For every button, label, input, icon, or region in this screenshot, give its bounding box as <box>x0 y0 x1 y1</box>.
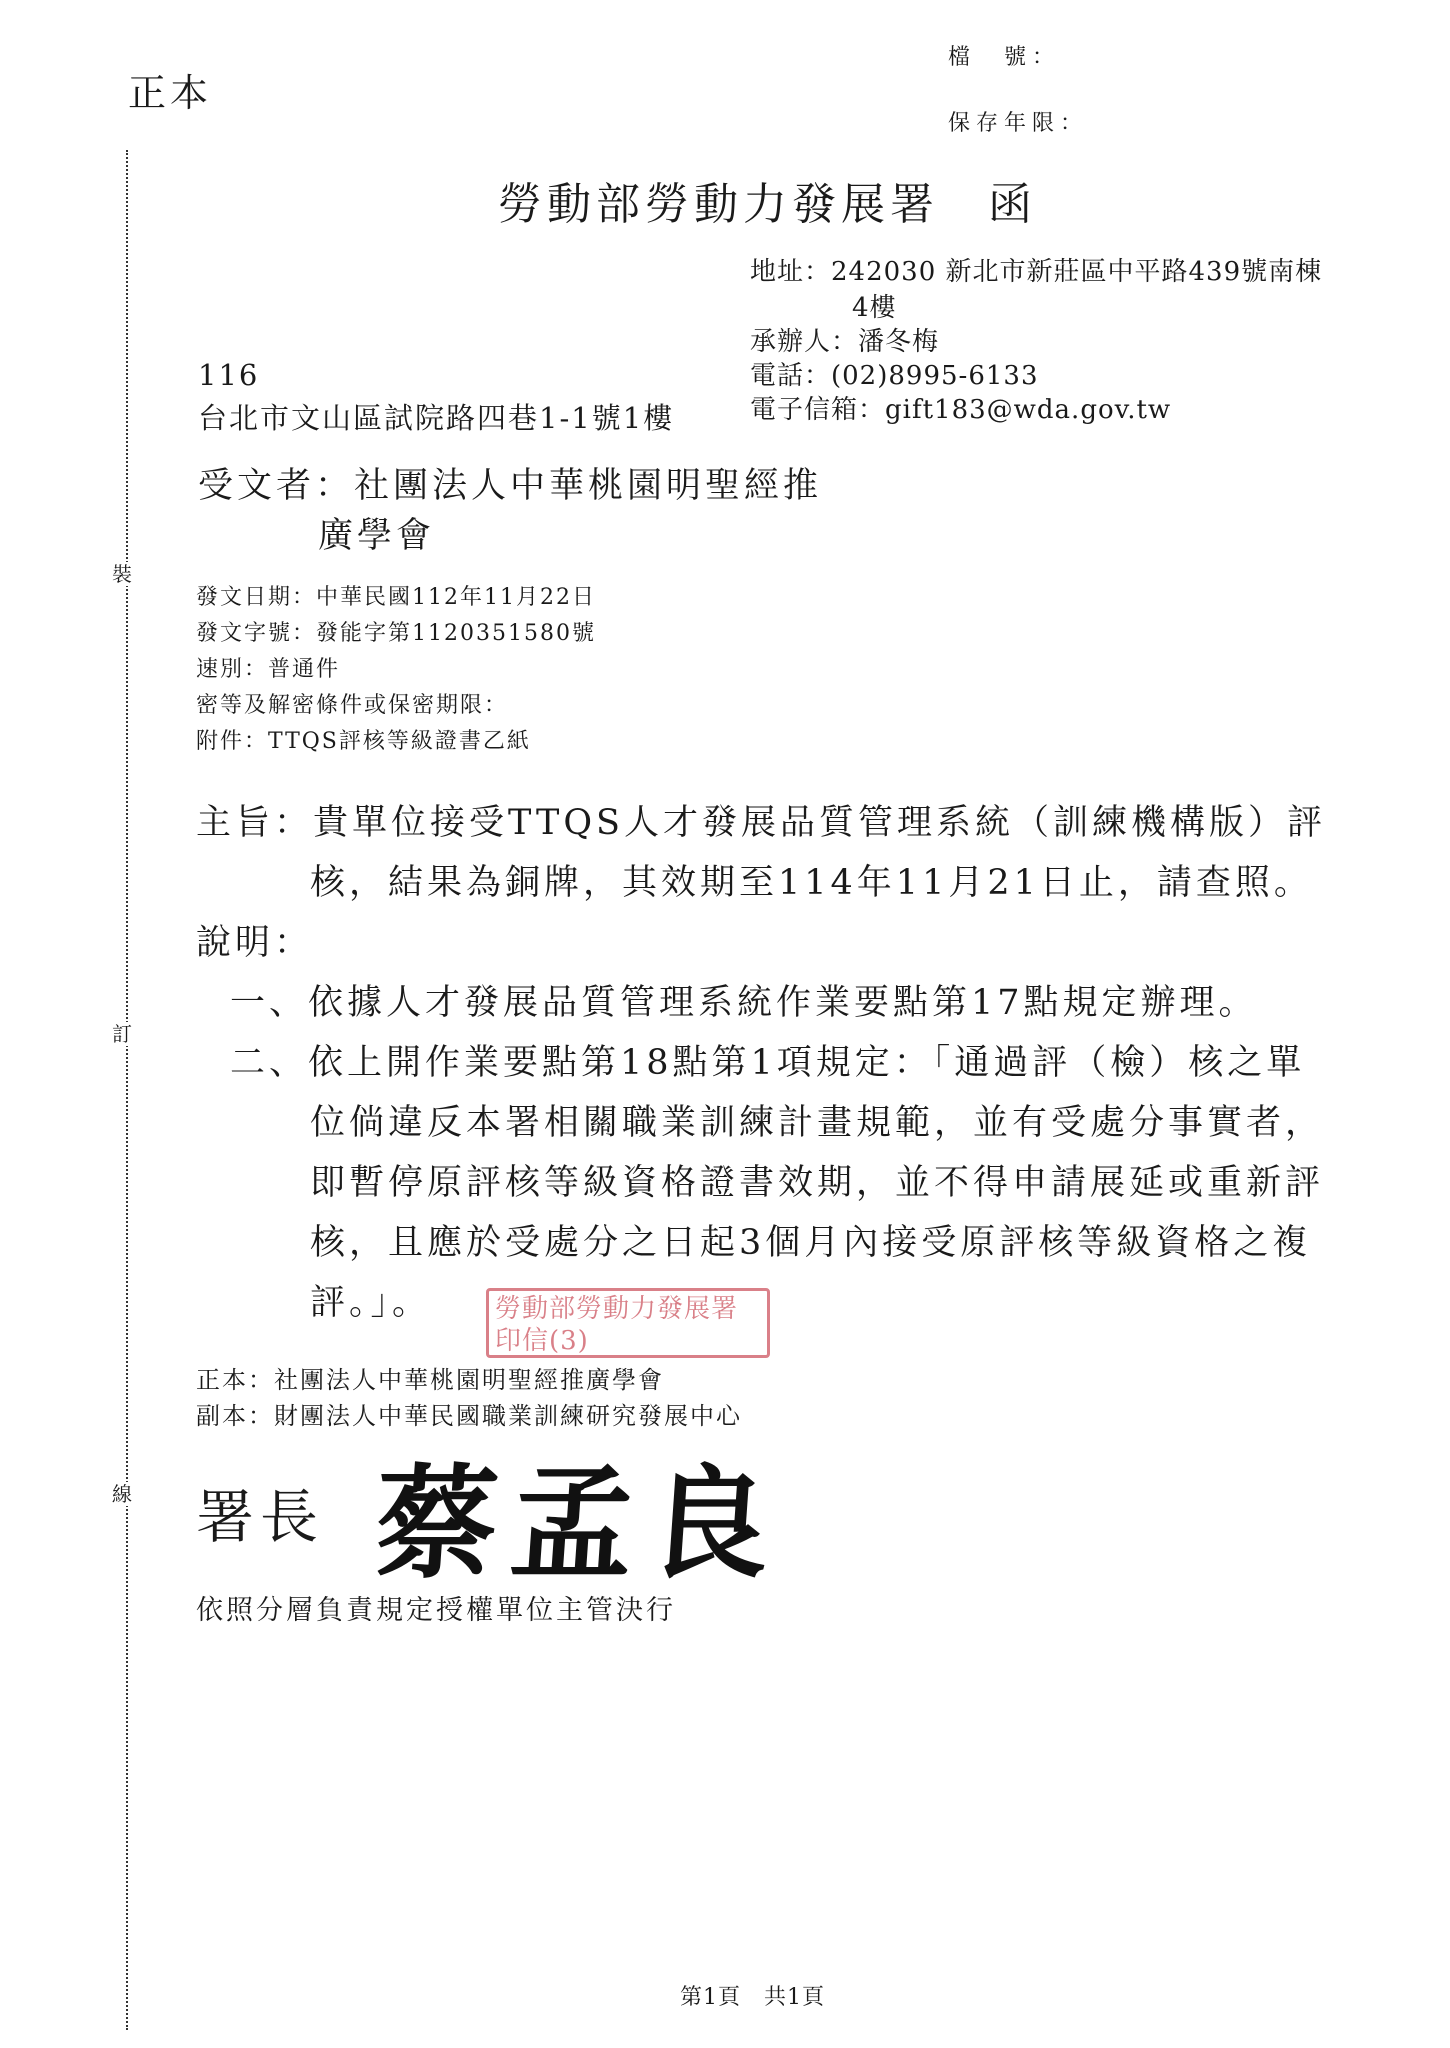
subject-line1: 主旨：貴單位接受TTQS人才發展品質管理系統（訓練機構版）評 <box>196 803 1327 843</box>
attachment: 附件：TTQS評核等級證書乙紙 <box>196 729 531 754</box>
retention-period-label: 保存年限： <box>948 111 1089 136</box>
binding-mark-line: 線 <box>112 1482 132 1506</box>
file-number-label: 檔 號： <box>948 45 1061 70</box>
copy-label: 正本 <box>128 71 213 115</box>
recipient-line2: 廣學會 <box>318 516 436 556</box>
distribution-original: 正本：社團法人中華桃園明聖經推廣學會 <box>196 1366 664 1394</box>
document-title: 勞動部勞動力發展署 函 <box>498 179 1037 230</box>
distribution-copy: 副本：財團法人中華民國職業訓練研究發展中心 <box>196 1402 742 1430</box>
sender-phone: 電話：(02)8995-6133 <box>750 361 1039 391</box>
explanation-item2-line1: 二、依上開作業要點第18點第1項規定：「通過評（檢）核之單 <box>230 1043 1306 1083</box>
explanation-item2-line3: 即暫停原評核等級資格證書效期，並不得申請展延或重新評 <box>310 1163 1325 1203</box>
delegation-note: 依照分層負責規定授權單位主管決行 <box>196 1595 676 1626</box>
recipient-mailing-address: 台北市文山區試院路四巷1-1號1樓 <box>198 401 675 435</box>
document-number: 發文字號：發能字第1120351580號 <box>196 621 596 646</box>
binding-line <box>126 150 128 2030</box>
explanation-item1: 一、依據人才發展品質管理系統作業要點第17點規定辦理。 <box>230 983 1258 1023</box>
explanation-item2-line4: 核，且應於受處分之日起3個月內接受原評核等級資格之複 <box>310 1223 1312 1263</box>
sender-contact-person: 承辦人：潘冬梅 <box>750 327 940 357</box>
page-number: 第1頁 共1頁 <box>680 1985 825 2010</box>
sender-email: 電子信箱：gift183@wda.gov.tw <box>750 395 1172 425</box>
issue-date: 發文日期：中華民國112年11月22日 <box>196 585 596 610</box>
explanation-item2-line2: 位倘違反本署相關職業訓練計畫規範，並有受處分事實者， <box>310 1103 1325 1143</box>
sender-address-line1: 地址：242030 新北市新莊區中平路439號南棟 <box>750 257 1323 287</box>
delivery-speed: 速別：普通件 <box>196 657 341 682</box>
director-title: 署長 <box>196 1483 325 1551</box>
sender-address-line2: 4樓 <box>852 293 897 323</box>
explanation-item2-line5: 評。」。 <box>310 1283 432 1323</box>
recipient-postal-code: 116 <box>198 358 260 392</box>
classification: 密等及解密條件或保密期限： <box>196 693 509 718</box>
subject-line2: 核，結果為銅牌，其效期至114年11月21日止，請查照。 <box>310 863 1313 903</box>
binding-mark-bind: 裝 <box>112 562 132 586</box>
explanation-heading: 說明： <box>196 923 314 963</box>
recipient-line1: 受文者：社團法人中華桃園明聖經推 <box>198 466 823 506</box>
director-signature: 蔡孟良 <box>370 1451 789 1595</box>
official-seal-stamp: 勞動部勞動力發展署印信(3) <box>486 1288 770 1358</box>
binding-mark-staple: 訂 <box>112 1022 132 1046</box>
